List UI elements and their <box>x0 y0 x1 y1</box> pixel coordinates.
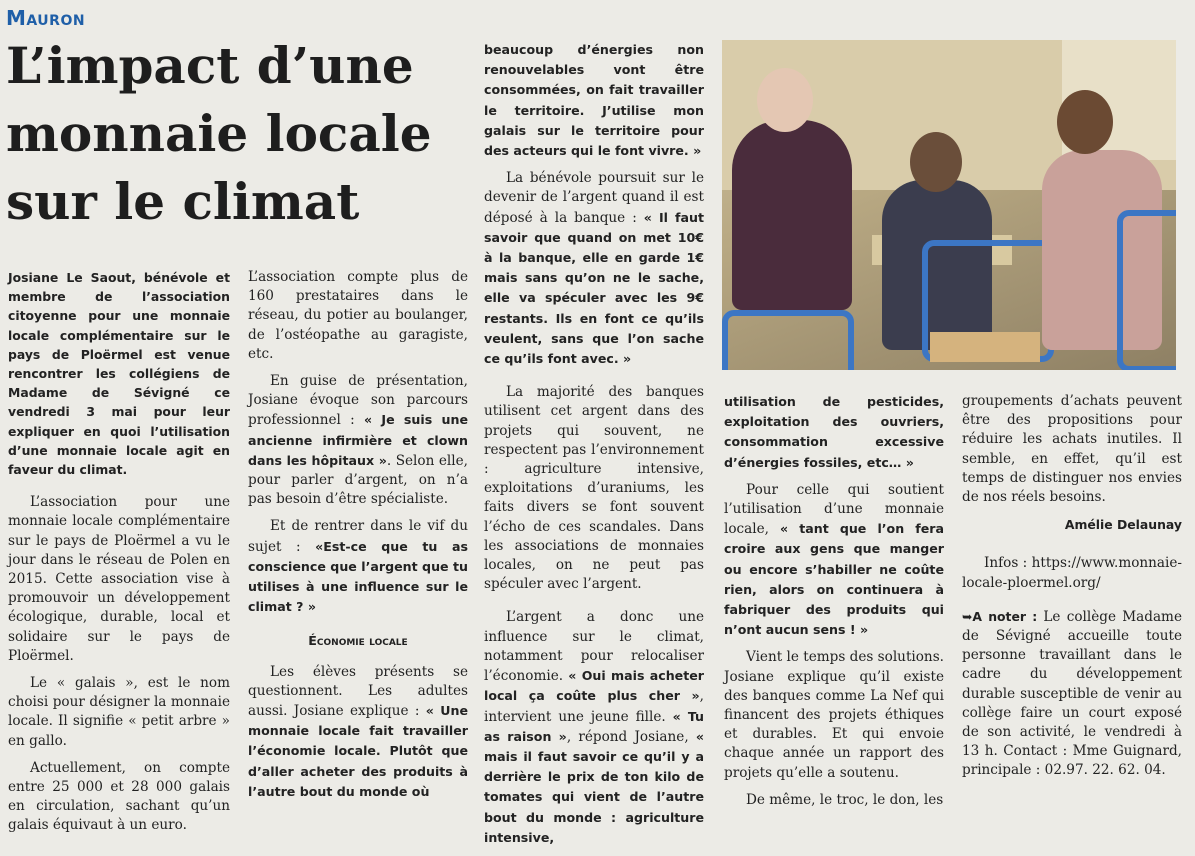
paragraph: Le « galais », est le nom choisi pour désigner la monnaie locale. Il signifie « petit arbre » en gallo. <box>8 675 230 749</box>
headline: L’impact d’une monnaie locale sur le climat <box>6 36 432 231</box>
paragraph <box>248 517 468 617</box>
quote: « tant que l’on fera croire aux gens que manger ou encore s’habiller ne coûte rien, alors on continuera à fabriquer des produits qui n’ont aucun sens ! » <box>724 521 944 638</box>
quote: beaucoup d’énergies non renouvelables vont être consommées, on fait travailler le territoire. J’utilise mon galais sur le territoire pour des acteurs qui le font vivre. » <box>484 42 704 159</box>
text: La bénévole poursuit sur le devenir de l’argent quand il est déposé à la banque : <box>484 170 704 226</box>
photo-chair <box>1117 210 1176 370</box>
quote: « Il faut savoir que quand on met 10€ à la banque, elle en garde 1€ mais sans qu’on ne le sache, elle va spéculer avec les 9€ restants. Ils en font ce qu’ils veulent, sans que l’on sache ce qu’ils font avec. » <box>484 209 704 367</box>
author-byline: Amélie Delaunay <box>1064 517 1182 533</box>
lead-paragraph: Josiane Le Saout, bénévole et membre de l’association citoyenne pour une monnaie locale complémentaire sur le pays de Ploërmel est venue rencontrer les collégiens de Madame de Sévigné ce vendredi 3 mai pour leur expliquer en quoi l’utilisation d’une monnaie locale agit en faveur du climat. <box>8 270 230 478</box>
paragraph <box>724 481 944 641</box>
article-column-3 <box>484 40 704 856</box>
article-photo <box>722 40 1176 370</box>
article-column-4 <box>724 392 944 818</box>
article-column-2 <box>248 268 468 810</box>
paragraph <box>484 608 704 847</box>
text: Pour celle qui soutient l’utilisation d’une monnaie locale, <box>724 481 944 538</box>
photo-person-volunteer <box>732 120 852 310</box>
paragraph <box>248 663 468 802</box>
note-paragraph <box>962 607 1182 781</box>
paragraph: La majorité des banques utilisent cet argent dans des projets qui souvent, ne respectent pas l’environnement : agriculture intensive, exploitations d’uraniums, les faits divers se font souvent l’écho de ces scandales. Dans les associations de monnaies locales, on ne peut pas spéculer avec l’argent. <box>484 384 704 593</box>
article-column-1 <box>8 268 230 844</box>
paragraph <box>724 392 944 473</box>
text: Et de rentrer dans le vif du sujet : <box>248 518 468 555</box>
note-label: ➥A noter : <box>962 608 1038 624</box>
text: En guise de présentation, Josiane évoque son parcours professionnel : <box>248 373 468 429</box>
text: , intervient une jeune fille. <box>484 688 704 725</box>
paragraph: L’association compte plus de 160 prestataires dans le réseau, du potier au boulanger, de l’ostéopathe au garagiste, etc. <box>248 269 468 362</box>
paragraph <box>484 40 704 161</box>
text: Le collège Madame de Sévigné accueille toute personne travaillant dans le cadre du développement durable susceptible de venir au collège faire un court exposé de son activité, le vendredi à 13 h. Contact : Mme Guignard, principale : 02.97. 22. 62. 04. <box>962 608 1182 779</box>
quote: « mais il faut savoir ce qu’il y a derrière le prix de ton kilo de tomates qui vient de l’autre bout du monde : agriculture intensive, <box>484 728 704 845</box>
paragraph <box>248 372 468 509</box>
subheading: Économie locale <box>308 633 408 649</box>
article-column-5 <box>962 392 1182 789</box>
quote: «Est-ce que tu as conscience que l’argent que tu utilises à une influence sur le climat ? » <box>248 538 468 615</box>
text: , répond Josiane, <box>566 728 696 745</box>
paragraph: De même, le troc, le don, les <box>746 791 944 808</box>
photo-head <box>1057 90 1113 154</box>
paragraph: Actuellement, on compte entre 25 000 et 28 000 galais en circulation, sachant qu’un galais équivaut à un euro. <box>8 759 230 834</box>
photo-head <box>757 68 813 132</box>
paragraph <box>484 169 704 369</box>
photo-seat <box>930 332 1040 362</box>
quote: « Une monnaie locale fait travailler l’économie locale. Plutôt que d’aller acheter des produits à l’autre bout du monde où <box>248 703 468 799</box>
paragraph: groupements d’achats peuvent être des propositions pour réduire les achats inutiles. Il semble, en effet, qu’il est temps de distinguer nos envies de nos réels besoins. <box>962 393 1182 506</box>
photo-chair <box>722 310 854 370</box>
paragraph: Vient le temps des solutions. Josiane explique qu’il existe des banques comme La Nef qui financent des projets éthiques et durables. Et qui envoie chaque année un rapport des projets qu’elle a soutenu. <box>724 649 944 781</box>
quote: utilisation de pesticides, exploitation des ouvriers, consommation excessive d’énergies fossiles, etc… » <box>724 394 944 470</box>
quote: « Je suis une ancienne infirmière et clown dans les hôpitaux » <box>248 412 468 468</box>
paragraph: L’association pour une monnaie locale complémentaire sur le pays de Ploërmel a vu le jour dans le réseau de Polen en 2015. Cette association vise à promouvoir un développement écologique, durable, local et solidaire sur le pays de Ploërmel. <box>8 494 230 664</box>
quote: « Tu as raison » <box>484 708 704 744</box>
section-kicker: Mauron <box>6 6 86 30</box>
text: Les élèves présents se questionnent. Les adultes aussi. Josiane explique : <box>248 663 468 720</box>
text: . Selon elle, pour parler d’argent, on n’a pas besoin d’être spécialiste. <box>248 452 468 508</box>
info-line: Infos : https://www.monnaie-locale-ploermel.org/ <box>962 555 1182 591</box>
text: L’argent a donc une influence sur le climat, notamment pour relocaliser l’économie. <box>484 609 704 685</box>
photo-head <box>910 132 962 192</box>
quote: « Oui mais acheter local ça coûte plus cher » <box>484 668 704 704</box>
